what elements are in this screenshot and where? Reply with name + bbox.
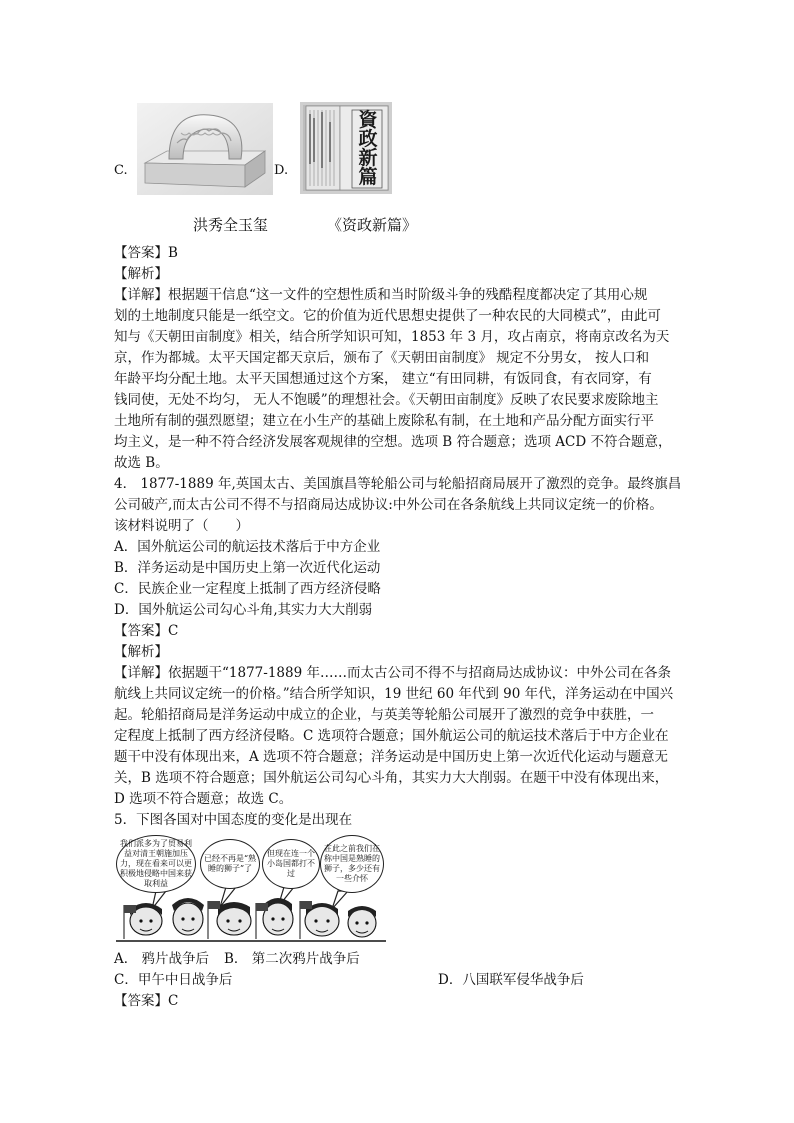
q3-answer: 【答案】B (114, 245, 178, 261)
political-cartoon (116, 835, 386, 943)
q5-option-c: C．甲午中日战争后 (114, 972, 233, 988)
q4-option-c: C．民族企业一定程度上抵制了西方经济侵略 (114, 581, 381, 597)
q4-answer: 【答案】C (114, 623, 179, 639)
q3-detail-line: 年龄平均分配土地。太平天国想通过这个方案， 建立“有田同耕，有饭同食，有衣同穿，有 (114, 371, 652, 387)
q3-detail-line: 【详解】根据题干信息“这一文件的空想性质和当时阶级斗争的残酷程度都决定了其用心规 (114, 287, 648, 303)
q5-option-b: B． 第二次鸦片战争后 (224, 951, 360, 967)
q4-option-d: D．国外航运公司勾心斗角,其实力大大削弱 (114, 602, 373, 618)
book-caption: 《资政新篇》 (327, 216, 418, 234)
speech-bubble: 但现在连一个小岛国都打不过 (262, 839, 320, 889)
jade-seal-image (137, 103, 273, 195)
q4-option-a: A．国外航运公司的航运技术落后于中方企业 (114, 539, 381, 555)
q5-options-row-2 (114, 970, 684, 991)
content-body (114, 243, 684, 1012)
q3-detail-line: 土地所有制的强烈愿望；建立在小生产的基础上废除私有制，在土地和产品分配方面实行平 (114, 413, 654, 429)
q5-option-d: D．八国联军侵华战争后 (438, 972, 584, 988)
q3-detail-line: 故选 B。 (114, 455, 169, 471)
speech-bubble: 已经不再是“熟睡的狮子”了 (200, 839, 260, 889)
q4-detail-line: 航线上共同议定统一的价格。”结合所学知识，19 世纪 60 年代到 90 年代，洋务运动在中国兴 (114, 686, 674, 702)
q5-stem: 5．下图各国对中国态度的变化是出现在 (114, 812, 353, 828)
book-title-text: 資政新篇 (358, 109, 378, 188)
q5-options-row-1 (114, 949, 684, 970)
q4-detail-line: 起。轮船招商局是洋务运动中成立的企业，与英美等轮船公司展开了激烈的竞争中获胜，一 (114, 707, 654, 723)
q5-option-a: A． 鸦片战争后 (114, 951, 210, 967)
q4-detail-line: 【详解】依据题干“1877-1889 年……而太古公司不得不与招商局达成协议：中外公司在各条 (114, 665, 671, 681)
jade-seal-caption: 洪秀全玉玺 (193, 216, 269, 234)
speech-bubble: 在此之前我们在称中国是熟睡的狮子，多少还有一些介怀 (320, 835, 384, 893)
q3-detail-line: 钱同使，无处不均匀， 无人不饱暖”的理想社会。《天朝田亩制度》反映了农民要求废除地主 (114, 392, 659, 408)
q4-detail-line: D 选项不符合题意；故选 C。 (114, 791, 293, 807)
q4-detail-line: 定程度上抵制了西方经济侵略。C 选项符合题意；国外航运公司的航运技术落后于中方企业在 (114, 728, 669, 744)
speech-bubble: 我们派多为了贸易利益对清王朝施加压力，现在看来可以更积极地侵略中国来获取利益 (116, 835, 196, 893)
q4-stem-line: 公司破产,而太古公司不得不与招商局达成协议:中外公司在各条航线上共同议定统一的价格。 (114, 497, 663, 513)
q3-detail-line: 京，作为都城。太平天国定都天京后，颁布了《天朝田亩制度》 规定不分男女， 按人口和 (114, 350, 650, 366)
q3-detail-line: 划的土地制度只能是一纸空文。它的价值为近代思想史提供了一种农民的大同模式”，由此可 (114, 308, 661, 324)
q3-detail-line: 均主义，是一种不符合经济发展客观规律的空想。选项 B 符合题意；选项 ACD 不符合题意， (114, 434, 672, 450)
option-d-label: D. (274, 163, 289, 178)
q4-detail-line: 题干中没有体现出来，A 选项不符合题意；洋务运动是中国历史上第一次近代化运动与题意无 (114, 749, 669, 765)
q4-stem-line: 4． 1877-1889 年,英国太古、美国旗昌等轮船公司与轮船招商局展开了激烈的竞争。最终旗昌 (114, 476, 682, 492)
q3-analysis-label: 【解析】 (114, 266, 168, 282)
q4-analysis-label: 【解析】 (114, 644, 168, 660)
q4-detail-line: 关，B 选项不符合题意；国外航运公司勾心斗角，其实力大大削弱。在题干中没有体现出来， (114, 770, 669, 786)
q4-stem-line: 该材料说明了（ ） (114, 518, 249, 534)
q3-detail-line: 知与《天朝田亩制度》相关，结合所学知识可知，1853 年 3 月，攻占南京，将南京改名为天 (114, 329, 670, 345)
q5-answer: 【答案】C (114, 993, 179, 1009)
book-image (300, 102, 392, 194)
q4-option-b: B．洋务运动是中国历史上第一次近代化运动 (114, 560, 381, 576)
option-c-label: C. (114, 163, 128, 178)
